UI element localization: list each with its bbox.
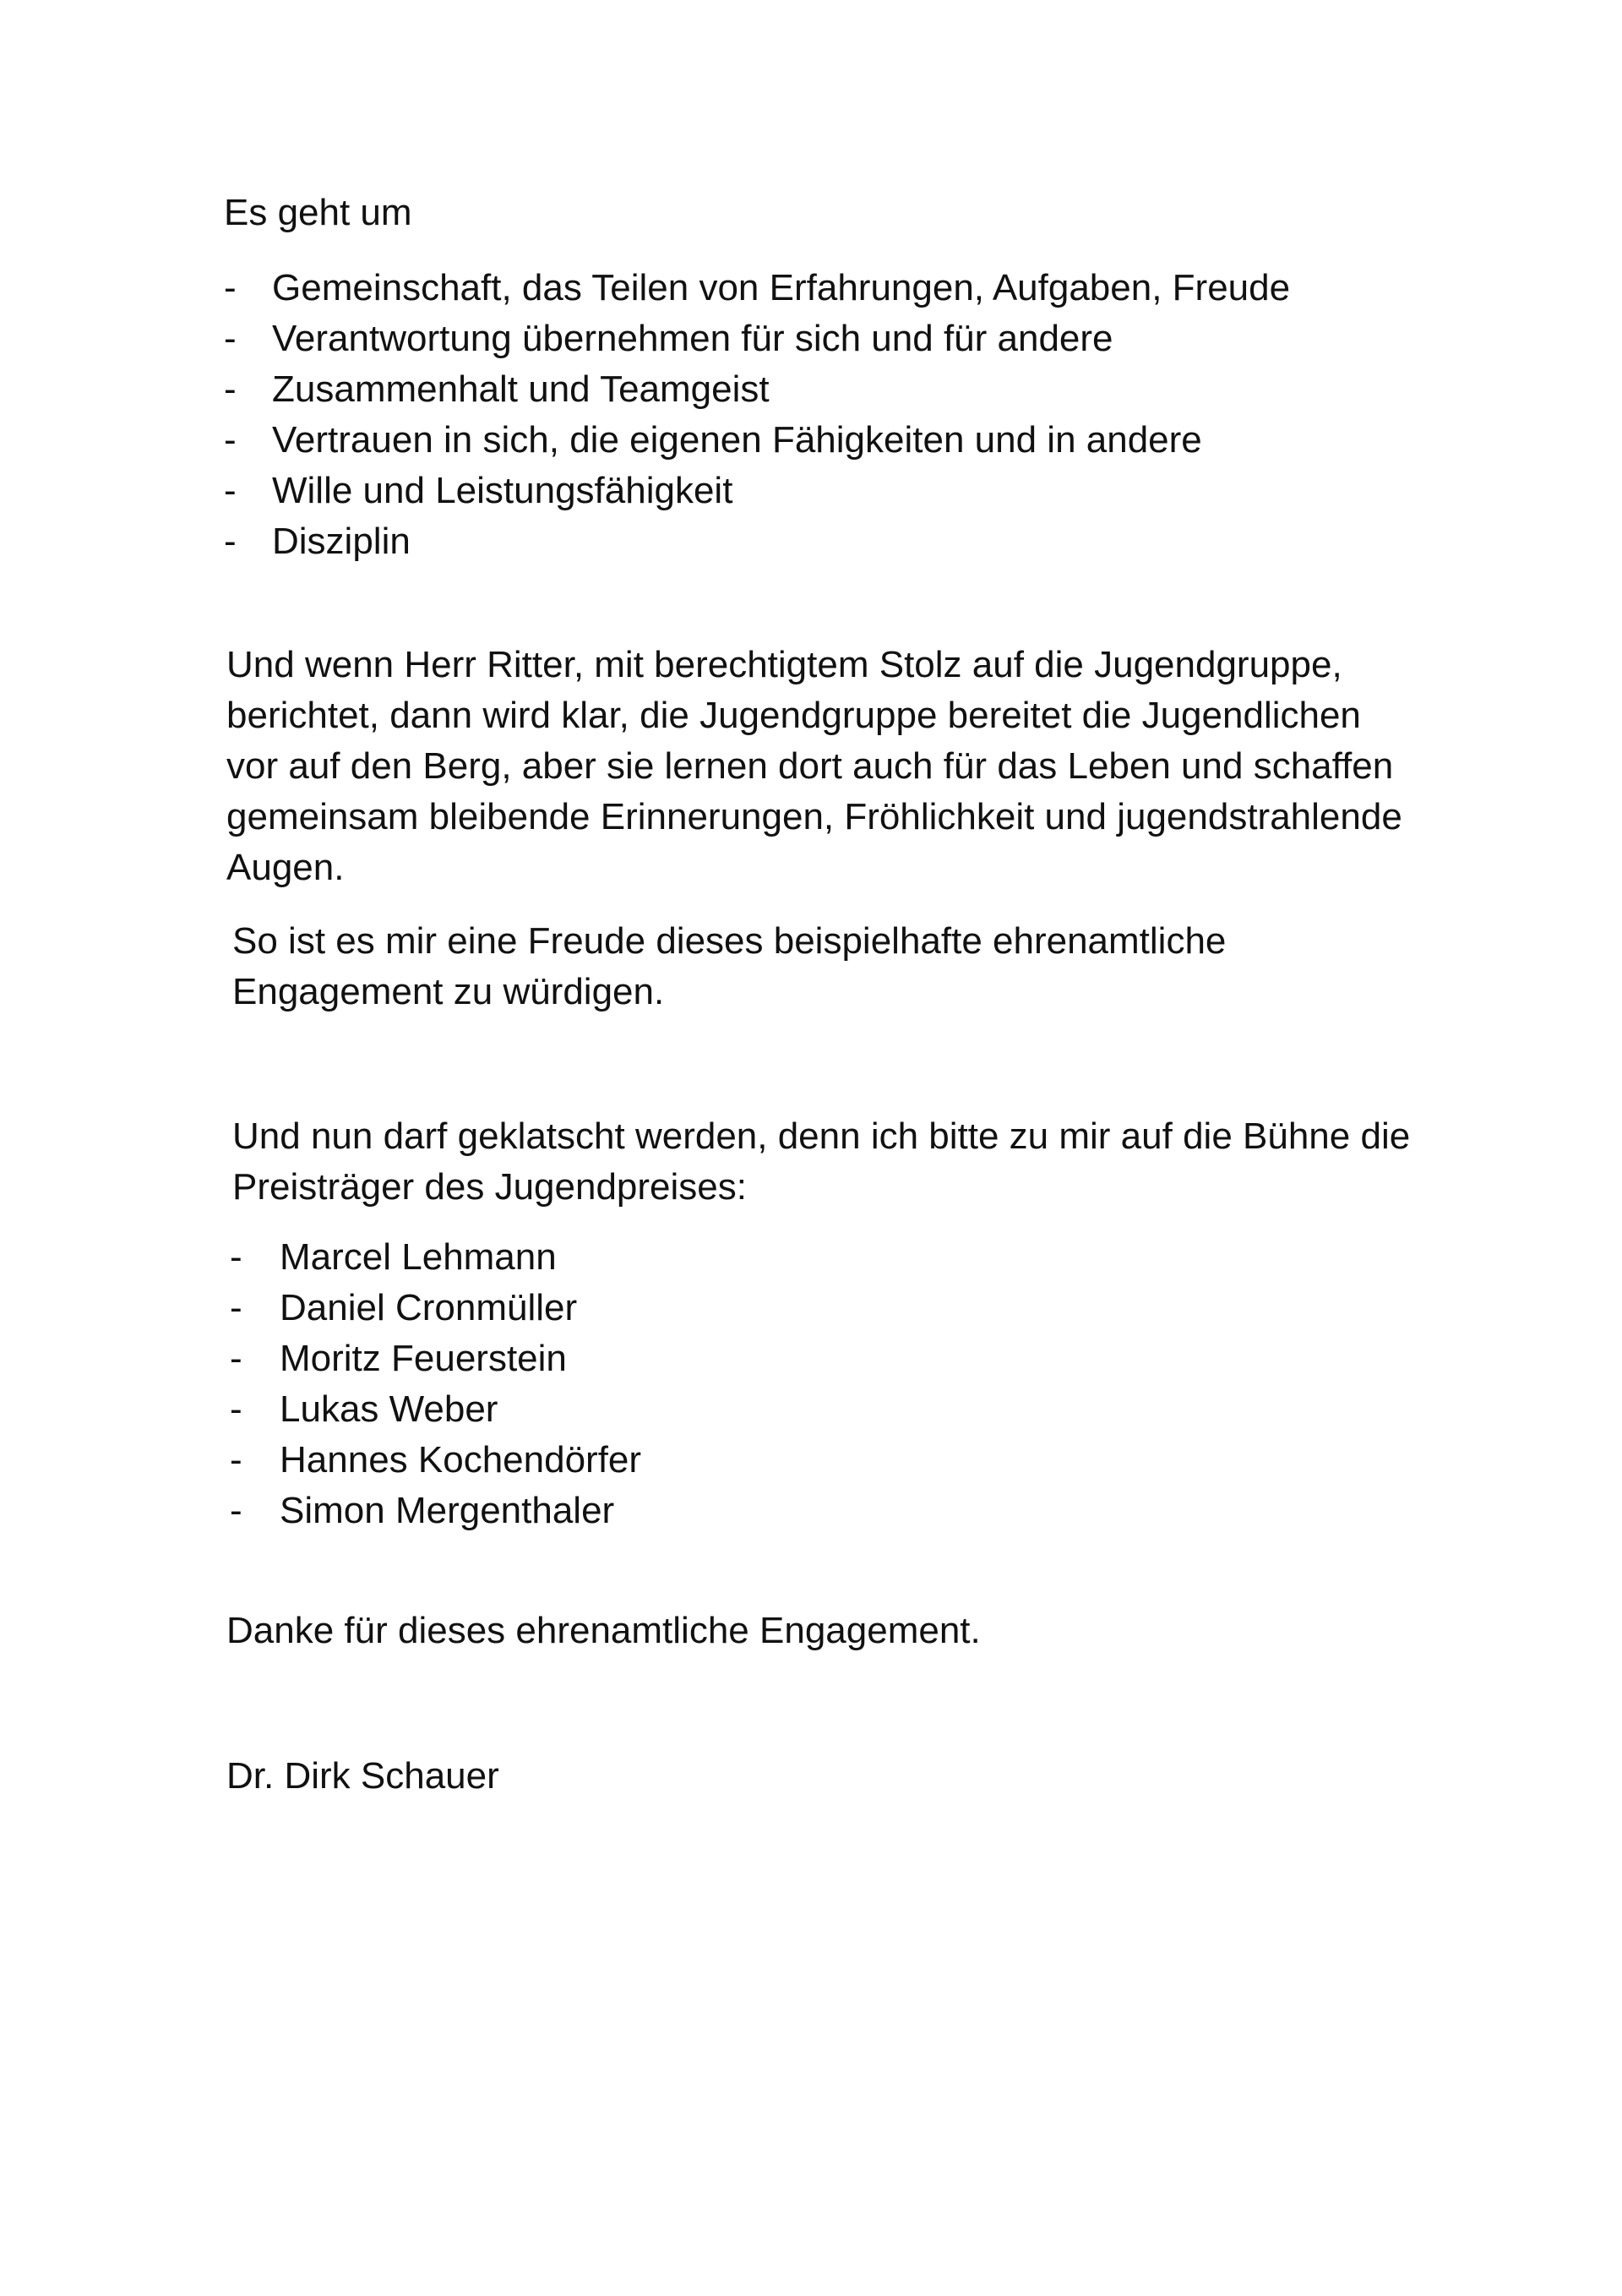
- paragraph-line: gemeinsam bleibende Erinnerungen, Fröhlichkeit und jugendstrahlende: [226, 796, 1402, 837]
- list-item: [230, 1333, 1412, 1384]
- list-item: [224, 516, 1407, 567]
- paragraph-appreciation: [232, 916, 1226, 1017]
- winner-name: Moritz Feuerstein: [280, 1338, 567, 1379]
- list-item: [224, 415, 1407, 466]
- paragraph-line: Engagement zu würdigen.: [232, 971, 665, 1012]
- winner-name: Marcel Lehmann: [280, 1236, 557, 1278]
- winner-name: Simon Mergenthaler: [280, 1490, 615, 1531]
- signature-name: Dr. Dirk Schauer: [226, 1755, 499, 1797]
- paragraph-invitation: [232, 1111, 1410, 1213]
- intro-line: Es geht um: [224, 192, 412, 233]
- list-dash: -: [224, 521, 237, 562]
- winner-name: Lukas Weber: [280, 1388, 498, 1430]
- list-dash: -: [230, 1439, 242, 1481]
- paragraph-line: vor auf den Berg, aber sie lernen dort auch für das Leben und schaffen: [226, 745, 1394, 787]
- paragraph-line: So ist es mir eine Freude dieses beispielhafte ehrenamtliche: [232, 920, 1227, 962]
- list-item: [230, 1384, 1412, 1435]
- list-item: [224, 314, 1407, 364]
- list-item-text: Zusammenhalt und Teamgeist: [272, 368, 770, 410]
- paragraph-line: Und wenn Herr Ritter, mit berechtigtem Stolz auf die Jugendgruppe,: [226, 644, 1342, 685]
- list-item-text: Gemeinschaft, das Teilen von Erfahrungen, Aufgaben, Freude: [272, 267, 1291, 308]
- list-item-text: Verantwortung übernehmen für sich und für andere: [272, 318, 1113, 359]
- list-dash: -: [230, 1236, 242, 1278]
- list-item: [224, 263, 1407, 314]
- paragraph-line: Und nun darf geklatscht werden, denn ich bitte zu mir auf die Bühne die: [232, 1115, 1411, 1157]
- list-item: [230, 1486, 1412, 1536]
- paragraph-line: Preisträger des Jugendpreises:: [232, 1166, 747, 1208]
- list-dash: -: [230, 1388, 242, 1430]
- list-dash: -: [230, 1287, 242, 1328]
- list-item-text: Disziplin: [272, 521, 411, 562]
- list-item-text: Vertrauen in sich, die eigenen Fähigkeiten und in andere: [272, 419, 1202, 461]
- list-item-text: Wille und Leistungsfähigkeit: [272, 470, 733, 511]
- list-dash: -: [230, 1490, 242, 1531]
- list-dash: -: [224, 470, 237, 511]
- list-item: [230, 1283, 1412, 1333]
- list-dash: -: [224, 419, 237, 461]
- list-item: [230, 1435, 1412, 1486]
- list-item: [230, 1232, 1412, 1283]
- list-dash: -: [224, 318, 237, 359]
- winner-name: Hannes Kochendörfer: [280, 1439, 642, 1481]
- list-item: [224, 466, 1407, 516]
- list-item: [224, 364, 1407, 415]
- list-dash: -: [230, 1338, 242, 1379]
- list-dash: -: [224, 368, 237, 410]
- paragraph-line: Augen.: [226, 847, 345, 888]
- thanks-line: Danke für dieses ehrenamtliche Engagement.: [226, 1610, 981, 1651]
- paragraph-ritter: [226, 640, 1402, 893]
- list-dash: -: [224, 267, 237, 308]
- winners-list: [230, 1232, 1412, 1536]
- winner-name: Daniel Cronmüller: [280, 1287, 578, 1328]
- paragraph-line: berichtet, dann wird klar, die Jugendgruppe bereitet die Jugendlichen: [226, 695, 1361, 736]
- values-list: [224, 263, 1407, 567]
